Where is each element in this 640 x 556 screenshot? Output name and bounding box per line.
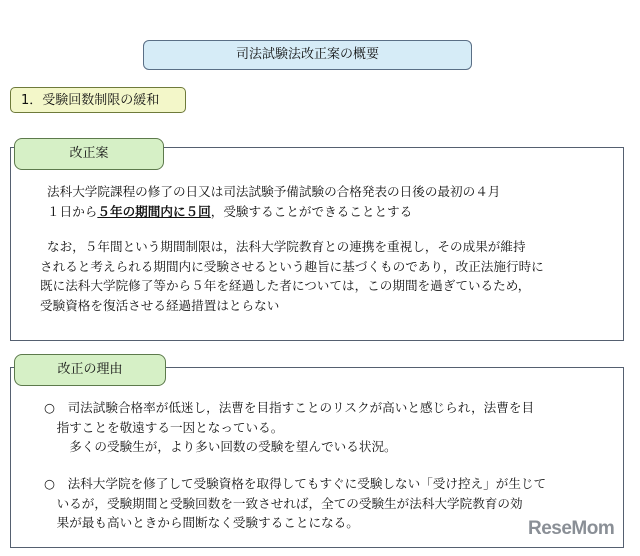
proposal-emphasis: ５年の期間内に５回 xyxy=(97,204,211,219)
reason-1-line-3: 多くの受験生が，より多い回数の受験を望んでいる状況。 xyxy=(44,439,397,454)
proposal-paragraph-2-line-4: 受験資格を復活させる経過措置はとらない xyxy=(40,298,280,313)
section-heading: 1．受験回数制限の緩和 xyxy=(10,87,186,113)
reason-2-line-2: いるが，受験期間と受験回数を一致させれば，全ての受験生が法科大学院教育の効 xyxy=(44,496,523,511)
proposal-line2-pre: １日から xyxy=(47,204,98,219)
reason-2-line-3: 果が最も高いときから間断なく受験することになる。 xyxy=(44,515,359,530)
reason-tab-label: 改正の理由 xyxy=(14,354,166,386)
proposal-tab-label: 改正案 xyxy=(14,138,164,170)
resemom-watermark-logo: ReseMom xyxy=(528,518,615,539)
proposal-paragraph-1-line-2 xyxy=(47,202,412,222)
proposal-paragraph-2-line-2: されると考えられる期間内に受験させるという趣旨に基づくものであり，改正法施行時に xyxy=(40,259,544,274)
reason-1-line-1: ○ 司法試験合格率が低迷し，法曹を目指すことのリスクが高いと感じられ，法曹を目 xyxy=(44,400,535,415)
reason-1-line-2: 指すことを敬遠する一因となっている。 xyxy=(44,420,284,435)
proposal-line2-post: ，受験することができることとする xyxy=(210,204,413,219)
proposal-paragraph-1-line-1: 法科大学院課程の修了の日又は司法試験予備試験の合格発表の日後の最初の４月 xyxy=(47,184,501,199)
reason-2-line-1: ○ 法科大学院を修了して受験資格を取得してもすぐに受験しない「受け控え」が生じて xyxy=(44,476,547,491)
page-title: 司法試験法改正案の概要 xyxy=(143,40,472,70)
proposal-paragraph-2-line-3: 既に法科大学院修了等から５年を経過した者については，この期間を過ぎているため， xyxy=(40,278,531,293)
proposal-paragraph-2-line-1: なお，５年間という期間制限は，法科大学院教育との連携を重視し，その成果が維持 xyxy=(47,239,526,254)
